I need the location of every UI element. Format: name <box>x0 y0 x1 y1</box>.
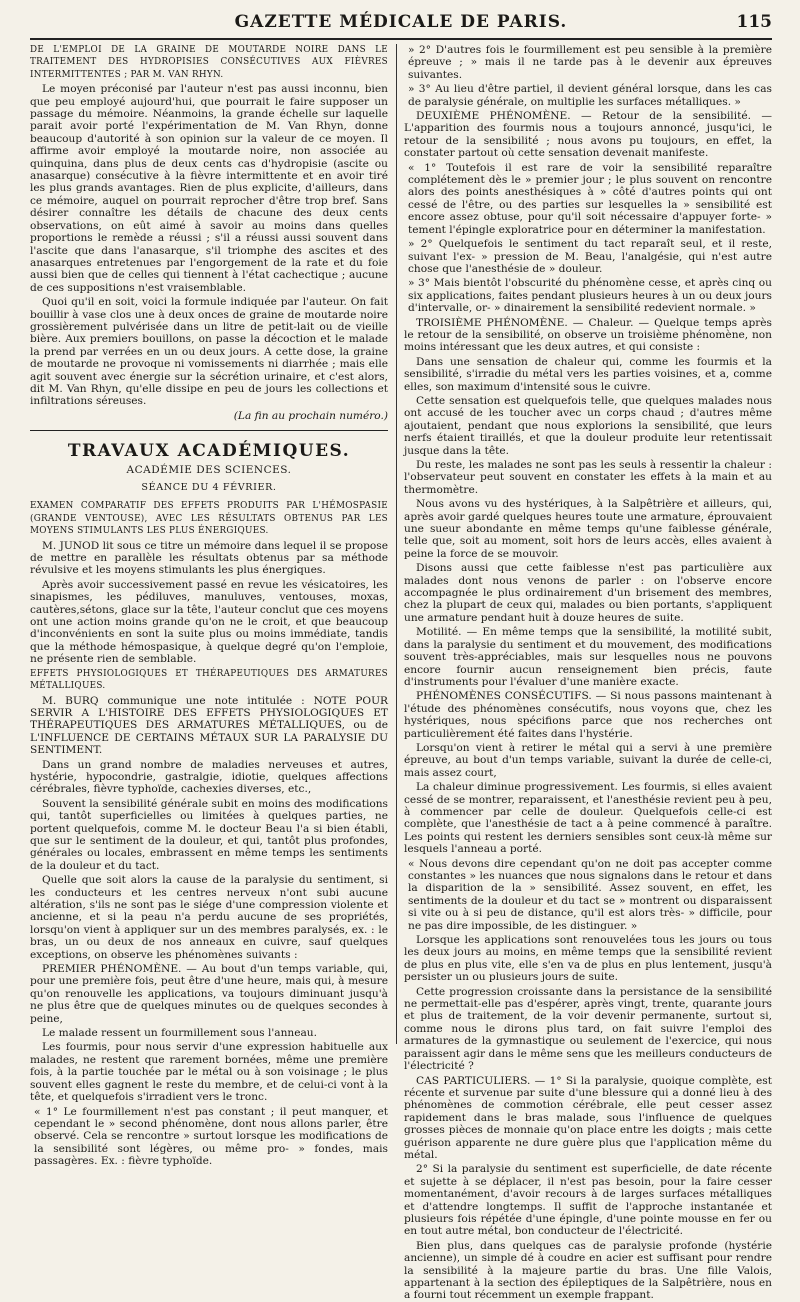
quote-paragraph: » 2° D'autres fois le fourmillement est peu sensible à la première épreuve ; » mais il ne tarde pas à le devenir aux épreuves suivantes. <box>408 44 772 81</box>
session-date: SÉANCE DU 4 FÉVRIER. <box>141 482 277 493</box>
paragraph: Souvent la sensibilité générale subit en moins des modifications qui, tantôt superficielles ou limitées à quelques parties, ne portent quelquefois, comme M. le docteur Beau l'a si bien établi, que sur le sentiment de la douleur, et qui, tantôt plus profondes, générales ou locales, embrassent en même temps les sentiments de la douleur et du tact. <box>30 797 388 872</box>
right-column <box>404 44 772 1302</box>
paragraph: PREMIER PHÉNOMÈNE. — Au bout d'un temps variable, qui, pour une première fois, peut être d'une heure, mais qui, à mesure qu'on renouvelle les applications, va toujours diminuant jusqu'à ne plus être que de quelques minutes ou de quelques secondes à peine, <box>30 963 388 1025</box>
paragraph: Disons aussi que cette faiblesse n'est pas particulière aux malades dont nous venons de parler : on l'observe encore accompagnée le plus ordinairement d'un brisement des membres, chez la plupart de ceux qui, malades ou bien portants, s'appliquent une armature pendant huit à douze heures de suite. <box>404 562 772 624</box>
paragraph: Quelle que soit alors la cause de la paralysie du sentiment, si les conducteurs et les centres nerveux n'ont subi aucune altération, s'ils ne sont pas le siége d'une compression violente et ancienne, et si la peau n'a perdu aucune de ses propriétés, lorsqu'on vient à appliquer sur un des membres paralysés, ex. : le bras, un ou deux de nos anneaux en cuivre, sauf quelques exceptions, on observe les phénomènes suivants : <box>30 874 388 961</box>
article-title-hemospasie: EXAMEN COMPARATIF DES EFFETS PRODUITS PAR L'HÉMOSPASIE (GRANDE VENTOUSE), AVEC LES RÉSULTATS OBTENUS PAR LES MOYENS STIMULANTS LES PLUS ÉNERGIQUES. <box>30 501 388 537</box>
paragraph: Lorsqu'on vient à retirer le métal qui a servi à une première épreuve, au bout d'un temps variable, suivant la durée de celle-ci, mais assez court, <box>404 741 772 779</box>
paragraph: Le moyen préconisé par l'auteur n'est pas aussi inconnu, bien que peu employé aujourd'hui, que pourrait le faire supposer un passage du mémoire. Néanmoins, la grande échelle sur laquelle parait avoir porté l'expérimentation de M. Van Rhyn, donne beaucoup d'autorité à son opinion sur la valeur de ce moyen. Il affirme avoir employé la moutarde noire, non associée au quinquina, dans plus de deux cents cas d'hydropisie (ascite ou anasarque) consécutive à la fièvre intermittente et en avoir tiré les plus grands avantages. Rien de plus explicite, d'ailleurs, dans ce mémoire, auquel on pourrait reprocher d'être trop bref. Sans désirer connaître les détails de chacune des deux cents observations, on eût aimé à savoir au moins dans quelles proportions le remède a réussi ; s'il a réussi aussi souvent dans l'ascite que dans l'anasarque, s'il triomphe des ascites et des anasarques entretenues par l'engorgement de la rate et du foie aussi bien que de celles qui tiennent à l'état cachectique ; aucune de ces suppositions n'est vraisemblable. <box>30 83 388 294</box>
left-column <box>30 44 388 1168</box>
paragraph: Après avoir successivement passé en revue les vésicatoires, les sinapismes, les pédiluves, manuluves, ventouses, moxas, cautères,sétons, glace sur la tête, l'auteur conclut que ces moyens ont une action moins grande qu'on ne le croit, et que beaucoup d'inconvénients en sont la suite plus ou moins immédiate, tandis que la méthode hémospasique, à quelque degré qu'on l'emploie, ne présente rien de semblable. <box>30 578 388 666</box>
paragraph: TROISIÈME PHÉNOMÈNE. — Chaleur. — Quelque temps après le retour de la sensibilité, on observe un troisième phénomène, non moins intéressant que les deux autres, et qui consiste : <box>404 316 772 354</box>
quote-paragraph: « 1° Le fourmillement n'est pas constant ; il peut manquer, et cependant le » second phénomène, dont nous allons parler, être observé. Cela se rencontre » surtout lorsque les modifications de la sensibilité sont légères, ou même pro- » fondes, mais passagères. Ex. : fièvre typhoïde. <box>34 1105 388 1168</box>
paragraph: Cette progression croissante dans la persistance de la sensibilité ne permettait-elle pas d'espérer, après vingt, trente, quarante jours et plus de traitement, de la voir devenir permanente, surtout si, comme nous le dirons plus tard, on fait suivre l'emploi des armatures de la gymnastique ou seulement de l'exercice, qui nous paraissent agir dans le même sens que les meilleurs conducteurs de l'électricité ? <box>404 985 772 1073</box>
paragraph: Bien plus, dans quelques cas de paralysie profonde (hystérie ancienne), un simple dé à coudre en acier est suffisant pour rendre la sensibilité à la majeure partie du bras. Une fille Valois, appartenant à la section des épileptiques de la Salpêtrière, nous en a fourni tout récemment un exemple frappant. <box>404 1239 772 1302</box>
paragraph: La chaleur diminue progressivement. Les fourmis, si elles avaient cessé de se montrer, reparaissent, et l'anesthésie revient peu à peu, à commencer par celle de douleur. Quelquefois celle-ci est complète, que l'anesthésie de tact a à peine commencé à paraître. Les points qui restent les derniers sensibles sont ceux-là même sur lesquels l'anneau a porté. <box>404 781 772 856</box>
paragraph: 2° Si la paralysie du sentiment est superficielle, de date récente et sujette à se déplacer, il n'est pas besoin, pour la faire cesser momentanément, d'avoir recours à de larges surfaces métalliques et d'attendre longtemps. Il suffit de l'approche instantanée et plusieurs fois répétée d'une épingle, d'une pointe mousse en fer ou en tout autre métal, bon conducteur de l'électricité. <box>404 1163 772 1238</box>
paragraph: Quoi qu'il en soit, voici la formule indiquée par l'auteur. On fait bouillir à vase clos une à deux onces de graine de moutarde noire grossièrement pulvérisée dans un litre de petit-lait ou de vieille bière. Aux premiers bouillons, on passe la décoction et le malade la prend par verrées en un ou deux jours. A cette dose, la graine de moutarde ne provoque ni vomissements ni diarrhée ; mais elle agit souvent avec énergie sur la sécrétion urinaire, et c'est alors, dit M. Van Rhyn, qu'elle dissipe en peu de jours les collections et infiltrations séreuses. <box>30 296 388 408</box>
paragraph: M. JUNOD lit sous ce titre un mémoire dans lequel il se propose de mettre en parallèle les résultats obtenus par sa méthode révulsive et les moyens stimulants les plus énergiques. <box>30 539 388 577</box>
paragraph: Du reste, les malades ne sont pas les seuls à ressentir la chaleur : l'observateur peut souvent en constater les effets à la main et au thermomètre. <box>404 459 772 496</box>
paragraph: M. BURQ communique une note intitulée : NOTE POUR SERVIR A L'HISTOIRE DES EFFETS PHYSIOLOGIQUES ET THÉRAPEUTIQUES DES ARMATURES MÉTALLIQUES, ou de L'INFLUENCE DE CERTAINS MÉTAUX SUR LA PARALYSIE DU SENTIMENT. <box>30 694 388 757</box>
section-rule <box>30 430 388 431</box>
paragraph: Dans une sensation de chaleur qui, comme les fourmis et la sensibilité, s'irradie du métal vers les parties voisines, et a, comme elles, son maximum d'intensité sous le cuivre. <box>404 355 772 393</box>
paragraph: Dans un grand nombre de maladies nerveuses et autres, hystérie, hypocondrie, gastralgie, idiotie, quelques affections cérébrales, fièvre typhoïde, cachexies diverses, etc., <box>30 758 388 796</box>
article-title-armatures: EFFETS PHYSIOLOGIQUES ET THÉRAPEUTIQUES DES ARMATURES MÉTALLIQUES. <box>30 668 388 692</box>
quote-paragraph: » 3° Mais bientôt l'obscurité du phénomène cesse, et après cinq ou six applications, faites pendant plusieurs heures à un ou deux jours d'intervalle, or- » dinairement la sensibilité redevient normale. » <box>408 277 772 315</box>
article-title-moutarde: DE L'EMPLOI DE LA GRAINE DE MOUTARDE NOIRE DANS LE TRAITEMENT DES HYDROPISIES CONSÉCUTIVES AUX FIÈVRES INTERMITTENTES ; PAR M. VAN RHYN. <box>30 45 388 80</box>
section-title-travaux: TRAVAUX ACADÉMIQUES. <box>67 441 351 462</box>
paragraph: Lorsque les applications sont renouvelées tous les jours ou tous les deux jours au moins, en même temps que la sensibilité revient de plus en plus vite, elle s'en va de plus en plus lentement, jusqu'à persister un ou plusieurs jours de suite. <box>404 934 772 984</box>
paragraph: Motilité. — En même temps que la sensibilité, la motilité subit, dans la paralysie du sentiment et du mouvement, des modifications souvent très-appréciables, mais sur lesquelles nous ne pouvons encore fournir aucun renseignement bien précis, faute d'instruments pour l'évaluer d'une manière exacte. <box>404 626 772 688</box>
paragraph: Les fourmis, pour nous servir d'une expression habituelle aux malades, ne restent que rarement bornées, même une première fois, à la partie touchée par le métal ou à son voisinage ; le plus souvent elles gagnent le reste du membre, et de celui-ci vont à la tête, et quelquefois s'irradient vers le tronc. <box>30 1041 388 1104</box>
academy-heading: ACADÉMIE DES SCIENCES. <box>126 463 292 476</box>
page-number: 115 <box>736 12 772 32</box>
quote-paragraph: » 3° Au lieu d'être partiel, il devient général lorsque, dans les cas de paralysie générale, on multiplie les surfaces métalliques. » <box>408 83 772 108</box>
paragraph: CAS PARTICULIERS. — 1° Si la paralysie, quoique complète, est récente et survenue par suite d'une blessure qui a donné lieu à des phénomènes de commotion cérébrale, elle peut cesser assez rapidement dans le bras malade, sous l'influence de quelques grosses pièces de monnaie qu'on place entre les doigts ; mais cette guérison apparente ne dure guère plus que l'application même du métal. <box>404 1074 772 1161</box>
continued-note: (La fin au prochain numéro.) <box>233 409 388 422</box>
quote-paragraph: « Nous devons dire cependant qu'on ne doit pas accepter comme constantes » les nuances que nous signalons dans le retour et dans la disparition de la » sensibilité. Assez souvent, en effet, les sentiments de la douleur et du tact se » montrent ou disparaissent si vite ou à si peu de distance, qu'il est alors très- » difficile, pour ne pas dire impossible, de les distinguer. » <box>408 857 772 932</box>
paragraph: PHÉNOMÈNES CONSÉCUTIFS. — Si nous passons maintenant à l'étude des phénomènes consécutifs, nous voyons que, chez les hystériques, nous spécifions parce que nos recherches ont particulièrement été faites dans l'hystérie. <box>404 690 772 740</box>
journal-title: GAZETTE MÉDICALE DE PARIS. <box>234 12 568 32</box>
paragraph: DEUXIÈME PHÉNOMÈNE. — Retour de la sensibilité. — L'apparition des fourmis nous a toujours annoncé, jusqu'ici, le retour de la sensibilité ; nous avons pu toujours, en effet, la constater partout où cette sensation devenait manifeste. <box>404 110 772 160</box>
paragraph: Le malade ressent un fourmillement sous l'anneau. <box>42 1027 317 1040</box>
page-header <box>30 12 772 40</box>
column-divider <box>396 44 397 1044</box>
quote-paragraph: « 1° Toutefois il est rare de voir la sensibilité reparaître complétement dès le » premier jour ; le plus souvent on rencontre alors des points anesthésiques à » côté d'autres points qui ont cessé de l'être, ou des parties sur lesquelles la » sensibilité est encore assez obtuse, pour qu'il soit nécessaire d'appuyer forte- » tement l'épingle exploratrice pour en déterminer la manifestation. <box>408 161 772 236</box>
paragraph: Nous avons vu des hystériques, à la Salpêtrière et ailleurs, qui, après avoir gardé quelques heures toute une armature, éprouvaient une sueur abondante en même temps qu'une faiblesse générale, telle que, soit au moment, soit hors de leurs accès, elles avaient à peine la force de se mouvoir. <box>404 498 772 560</box>
quote-paragraph: » 2° Quelquefois le sentiment du tact reparaît seul, et il reste, suivant l'ex- » pression de M. Beau, l'analgésie, qui n'est autre chose que l'anesthésie de » douleur. <box>408 238 772 275</box>
paragraph: Cette sensation est quelquefois telle, que quelques malades nous ont accusé de les toucher avec un corps chaud ; d'autres même ajoutaient, pendant que nous explorions la sensibilité, que leurs nerfs étaient tiraillés, et que la douleur produite leur retentissait jusque dans la tête. <box>404 394 772 457</box>
